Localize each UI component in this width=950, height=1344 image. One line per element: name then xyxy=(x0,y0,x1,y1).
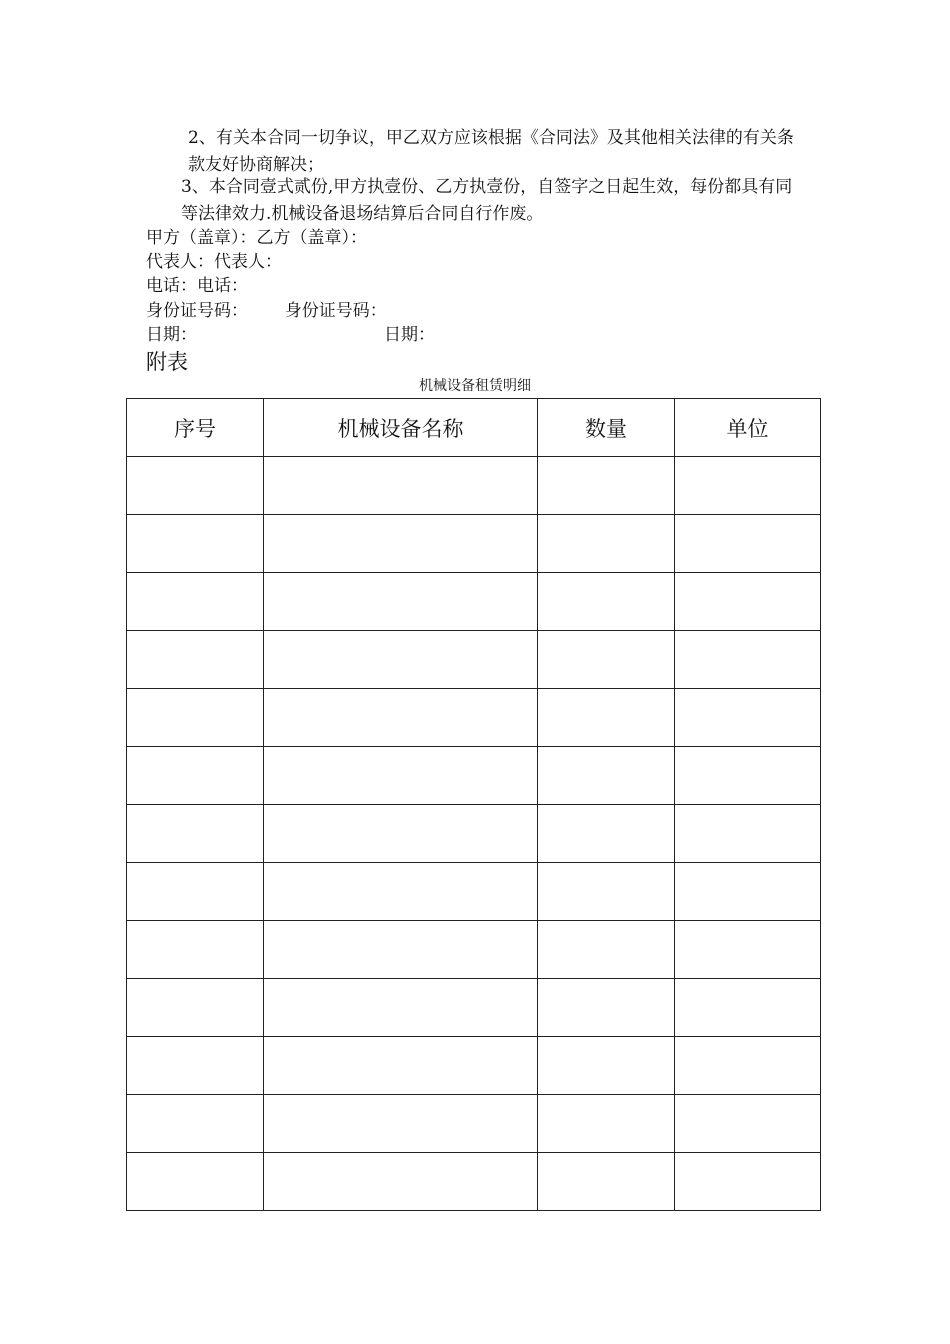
table-row xyxy=(127,1037,821,1095)
table-body xyxy=(127,457,821,1211)
cell-unit[interactable] xyxy=(675,805,821,863)
cell-serial[interactable] xyxy=(127,457,264,515)
cell-quantity[interactable] xyxy=(538,1095,675,1153)
cell-equipment-name[interactable] xyxy=(264,1095,538,1153)
cell-unit[interactable] xyxy=(675,921,821,979)
clause-2-text: 2、有关本合同一切争议，甲乙双方应该根据《合同法》及其他相关法律的有关条款友好协商解决； xyxy=(188,128,794,175)
cell-serial[interactable] xyxy=(127,573,264,631)
cell-equipment-name[interactable] xyxy=(264,1153,538,1211)
cell-serial[interactable] xyxy=(127,689,264,747)
cell-equipment-name[interactable] xyxy=(264,1037,538,1095)
column-header-equipment-name: 机械设备名称 xyxy=(264,399,538,457)
column-header-quantity: 数量 xyxy=(538,399,675,457)
cell-equipment-name[interactable] xyxy=(264,515,538,573)
parties-seal-line: 甲方（盖章）：乙方（盖章）： xyxy=(146,228,367,248)
table-row xyxy=(127,979,821,1037)
cell-serial[interactable] xyxy=(127,805,264,863)
cell-unit[interactable] xyxy=(675,631,821,689)
id-number-party-a: 身份证号码： xyxy=(146,301,248,321)
appendix-heading: 附表 xyxy=(146,350,188,374)
cell-equipment-name[interactable] xyxy=(264,863,538,921)
cell-quantity[interactable] xyxy=(538,747,675,805)
cell-quantity[interactable] xyxy=(538,1153,675,1211)
table-row xyxy=(127,631,821,689)
cell-serial[interactable] xyxy=(127,979,264,1037)
cell-unit[interactable] xyxy=(675,457,821,515)
phones-line: 电话：电话： xyxy=(146,276,248,296)
table-row xyxy=(127,689,821,747)
cell-unit[interactable] xyxy=(675,1095,821,1153)
cell-unit[interactable] xyxy=(675,979,821,1037)
cell-equipment-name[interactable] xyxy=(264,689,538,747)
cell-quantity[interactable] xyxy=(538,457,675,515)
table-row xyxy=(127,1153,821,1211)
date-party-a: 日期： xyxy=(146,325,197,345)
cell-serial[interactable] xyxy=(127,515,264,573)
rental-details-table xyxy=(126,398,821,1211)
cell-unit[interactable] xyxy=(675,1153,821,1211)
table-row xyxy=(127,515,821,573)
table-row xyxy=(127,573,821,631)
column-header-serial: 序号 xyxy=(127,399,264,457)
id-number-party-b: 身份证号码： xyxy=(284,301,387,321)
cell-equipment-name[interactable] xyxy=(264,805,538,863)
cell-quantity[interactable] xyxy=(538,631,675,689)
cell-serial[interactable] xyxy=(127,631,264,689)
cell-serial[interactable] xyxy=(127,1095,264,1153)
table-header-row xyxy=(127,399,821,457)
cell-quantity[interactable] xyxy=(538,805,675,863)
cell-quantity[interactable] xyxy=(538,515,675,573)
cell-unit[interactable] xyxy=(675,863,821,921)
cell-serial[interactable] xyxy=(127,1153,264,1211)
cell-equipment-name[interactable] xyxy=(264,747,538,805)
cell-serial[interactable] xyxy=(127,1037,264,1095)
id-number-line xyxy=(146,299,387,323)
table-row xyxy=(127,863,821,921)
cell-unit[interactable] xyxy=(675,573,821,631)
date-party-b: 日期： xyxy=(384,325,435,345)
table-row xyxy=(127,1095,821,1153)
cell-unit[interactable] xyxy=(675,747,821,805)
cell-quantity[interactable] xyxy=(538,863,675,921)
clause-3-text: 3、本合同壹式贰份,甲方执壹份、乙方执壹份，自签字之日起生效，每份都具有同等法律效力.机械设备退场结算后合同自行作废。 xyxy=(181,177,793,224)
cell-unit[interactable] xyxy=(675,689,821,747)
clause-3 xyxy=(146,174,806,228)
table-title: 机械设备租赁明细 xyxy=(419,378,531,394)
table-row xyxy=(127,457,821,515)
cell-quantity[interactable] xyxy=(538,689,675,747)
cell-equipment-name[interactable] xyxy=(264,573,538,631)
cell-serial[interactable] xyxy=(127,921,264,979)
column-header-unit: 单位 xyxy=(675,399,821,457)
cell-equipment-name[interactable] xyxy=(264,921,538,979)
cell-serial[interactable] xyxy=(127,863,264,921)
cell-unit[interactable] xyxy=(675,1037,821,1095)
table-row xyxy=(127,805,821,863)
cell-equipment-name[interactable] xyxy=(264,979,538,1037)
cell-quantity[interactable] xyxy=(538,573,675,631)
cell-equipment-name[interactable] xyxy=(264,457,538,515)
representatives-line: 代表人：代表人： xyxy=(146,252,282,272)
cell-quantity[interactable] xyxy=(538,979,675,1037)
table-row xyxy=(127,747,821,805)
clause-2 xyxy=(146,125,806,179)
cell-unit[interactable] xyxy=(675,515,821,573)
cell-quantity[interactable] xyxy=(538,921,675,979)
cell-serial[interactable] xyxy=(127,747,264,805)
cell-equipment-name[interactable] xyxy=(264,631,538,689)
table-row xyxy=(127,921,821,979)
cell-quantity[interactable] xyxy=(538,1037,675,1095)
